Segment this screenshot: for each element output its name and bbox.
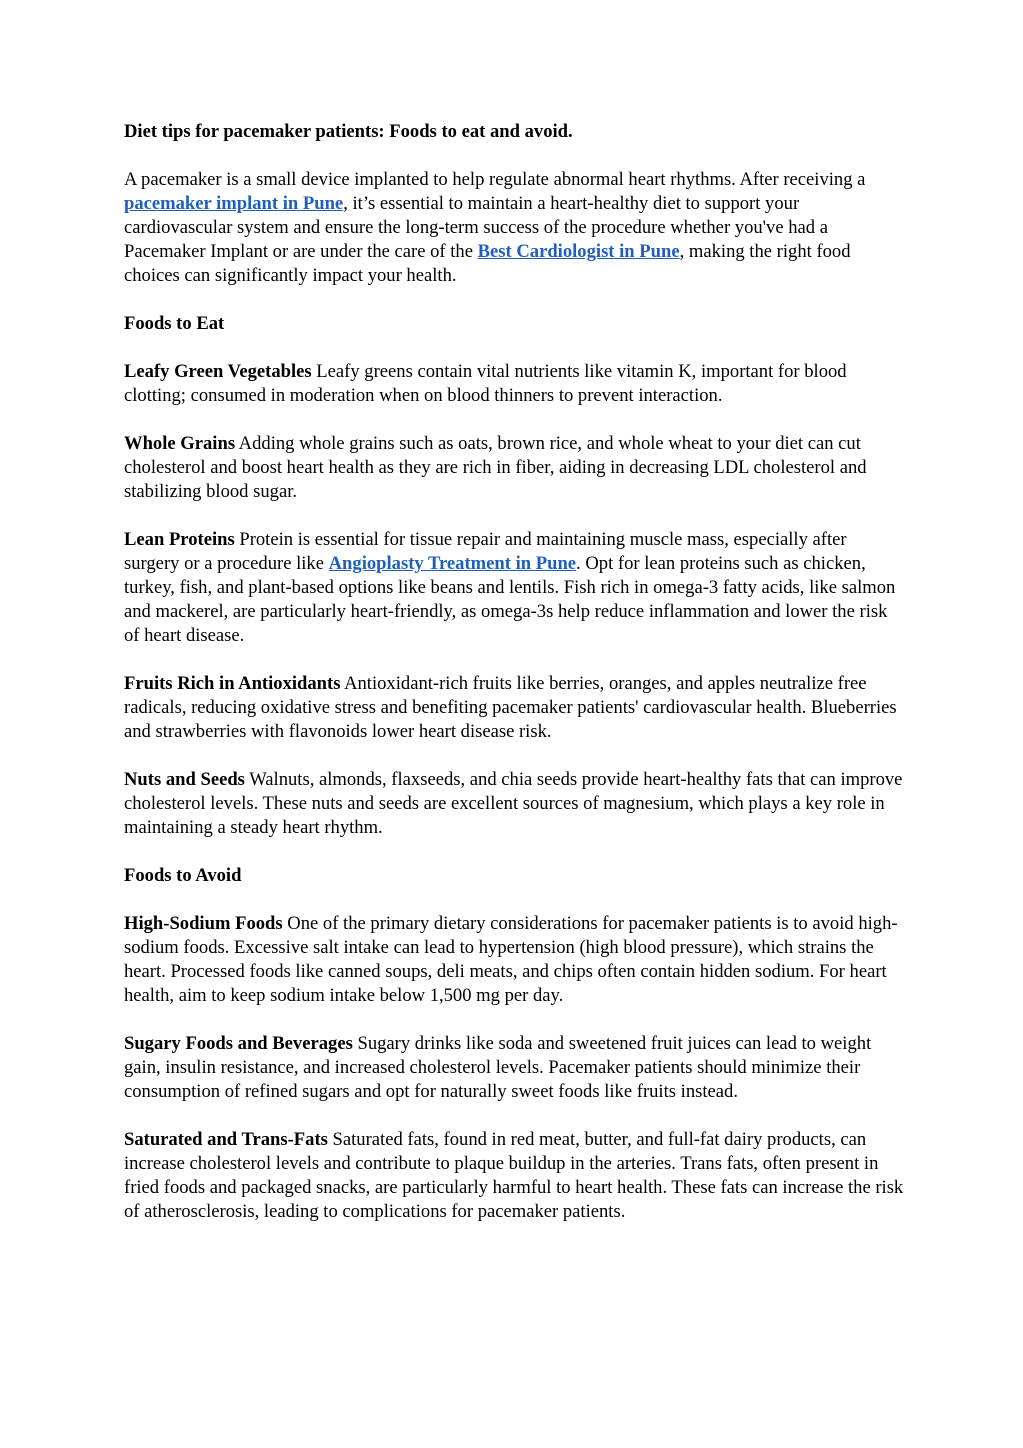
intro-text-1: A pacemaker is a small device implanted to help regulate abnormal heart rhythms. After receiving a (124, 169, 866, 190)
food-item-term: Lean Proteins (124, 529, 235, 550)
document-page (124, 120, 904, 1248)
food-item-term: Whole Grains (124, 433, 236, 454)
avoid-item-high-sodium (124, 912, 904, 1008)
document-title: Diet tips for pacemaker patients: Foods to eat and avoid. (124, 121, 573, 142)
food-item-term: Nuts and Seeds (124, 769, 245, 790)
food-item-term: Fruits Rich in Antioxidants (124, 673, 341, 694)
food-item-term: Leafy Green Vegetables (124, 361, 312, 382)
foods-to-eat-heading: Foods to Eat (124, 313, 225, 334)
avoid-item-term: Saturated and Trans-Fats (124, 1129, 328, 1150)
best-cardiologist-link[interactable]: Best Cardiologist in Pune (477, 241, 680, 262)
avoid-item-term: High-Sodium Foods (124, 913, 283, 934)
intro-text-2: , it’s essential to maintain a heart-healthy diet to support your cardiovascular system and ensure the long-term success of the procedure whether you've had a Pacemaker Implant or are under the care of the (124, 193, 828, 262)
food-item-text: Walnuts, almonds, flaxseeds, and chia seeds provide heart-healthy fats that can improve cholesterol levels. These nuts and seeds are excellent sources of magnesium, which plays a key role in maintaining a steady heart rhythm. (124, 769, 903, 838)
food-item-leafy-greens (124, 360, 904, 408)
food-item-text: . Opt for lean proteins such as chicken, turkey, fish, and plant-based options like beans and lentils. Fish rich in omega-3 fatty acids, like salmon and mackerel, are particularly heart-friendly, as omega-3s help reduce inflammation and lower the risk of heart disease. (124, 553, 896, 646)
food-item-text: Adding whole grains such as oats, brown rice, and whole wheat to your diet can cut cholesterol and boost heart health as they are rich in fiber, aiding in decreasing LDL cholesterol and stabilizing blood sugar. (124, 433, 867, 502)
intro-text-3: , making the right food choices can significantly impact your health. (124, 241, 851, 286)
avoid-item-saturated-trans-fats (124, 1128, 904, 1224)
food-item-nuts-seeds (124, 768, 904, 840)
food-item-text: Leafy greens contain vital nutrients like vitamin K, important for blood clotting; consumed in moderation when on blood thinners to prevent interaction. (124, 361, 847, 406)
foods-to-avoid-heading: Foods to Avoid (124, 865, 242, 886)
angioplasty-treatment-link[interactable]: Angioplasty Treatment in Pune (328, 553, 577, 574)
pacemaker-implant-link[interactable]: pacemaker implant in Pune (124, 193, 344, 214)
avoid-item-term: Sugary Foods and Beverages (124, 1033, 353, 1054)
avoid-item-text: Saturated fats, found in red meat, butter, and full-fat dairy products, can increase cholesterol levels and contribute to plaque buildup in the arteries. Trans fats, often present in fried foods and packaged snacks, are particularly harmful to heart health. These fats can increase the risk of atherosclerosis, leading to complications for pacemaker patients. (124, 1129, 904, 1222)
avoid-item-text: One of the primary dietary considerations for pacemaker patients is to avoid high-sodium foods. Excessive salt intake can lead to hypertension (high blood pressure), which strains the heart. Processed foods like canned soups, deli meats, and chips often contain hidden sodium. For heart health, aim to keep sodium intake below 1,500 mg per day. (124, 913, 898, 1006)
food-item-whole-grains (124, 432, 904, 504)
avoid-item-sugary-foods (124, 1032, 904, 1104)
food-item-lean-proteins (124, 528, 904, 648)
food-item-text: Antioxidant-rich fruits like berries, oranges, and apples neutralize free radicals, reducing oxidative stress and benefiting pacemaker patients' cardiovascular health. Blueberries and strawberries with flavonoids lower heart disease risk. (124, 673, 897, 742)
intro-paragraph (124, 168, 904, 288)
food-item-text: Protein is essential for tissue repair and maintaining muscle mass, especially after surgery or a procedure like (124, 529, 847, 574)
food-item-fruits-antioxidants (124, 672, 904, 744)
avoid-item-text: Sugary drinks like soda and sweetened fruit juices can lead to weight gain, insulin resistance, and increased cholesterol levels. Pacemaker patients should minimize their consumption of refined sugars and opt for naturally sweet foods like fruits instead. (124, 1033, 872, 1102)
